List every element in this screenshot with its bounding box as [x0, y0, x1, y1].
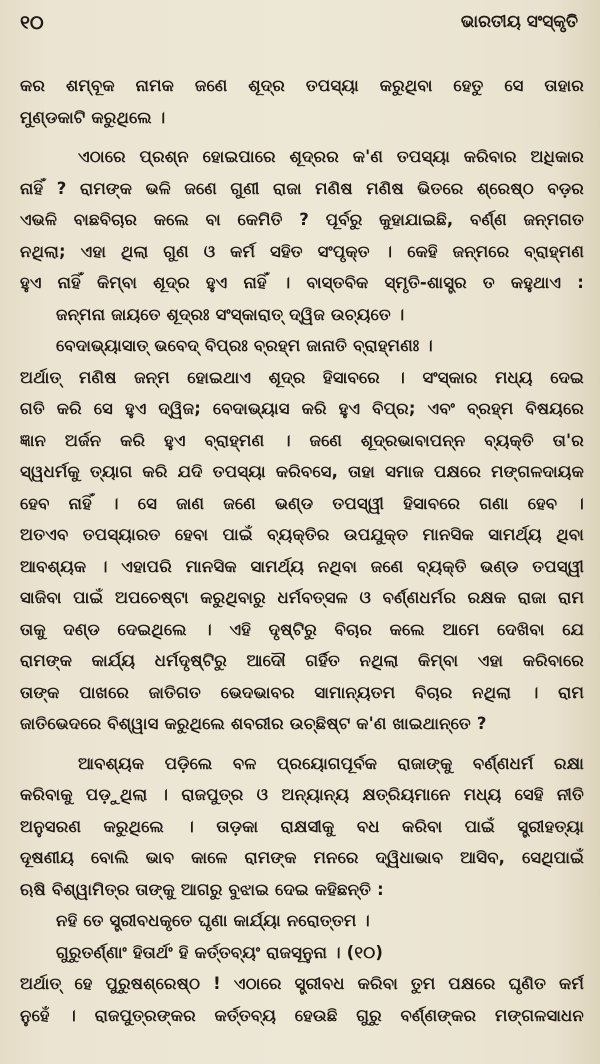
- page-body: [20, 70, 584, 1031]
- running-title: ଭାରତୀୟ ସଂସ୍କୃତି: [460, 12, 578, 32]
- text-line: ସାଜିବା ପାଇଁ ଅପଚେଷ୍ଟା କରୁଥିବାରୁ ଧର୍ମବତ୍ସଳ ଓ ବର୍ଣ୍ଣଧର୍ମର ରକ୍ଷକ ରାଜା ରାମ: [20, 588, 584, 607]
- text-line: ଋଷି ବିଶ୍ୱାମିତ୍ର ତାଙ୍କୁ ଆଗରୁ ବୁଝାଇ ଦେଇ କହିଛନ୍ତି :: [20, 879, 384, 899]
- text-line: ଆବଶ୍ୟକ । ଏହାପରି ମାନସିକ ସାମର୍ଥ୍ୟ ନଥିବା ଜଣେ ବ୍ୟକ୍ତି ଭଣ୍ଡ ତପସ୍ୱୀ: [20, 556, 584, 576]
- text-line: ଜ୍ଞାନ ଅର୍ଜନ କରି ହୁଏ ବ୍ରାହ୍ମଣ । ଜଣେ ଶୂଦ୍ରଭାବାପନ୍ନ ବ୍ୟକ୍ତି ତା'ର: [20, 430, 584, 450]
- text-line: ଅର୍ଥାତ୍ ମଣିଷ ଜନ୍ମ ହୋଇଥାଏ ଶୂଦ୍ର ହିସାବରେ । ସଂସ୍କାର ମଧ୍ୟ ଦେଇ: [20, 367, 584, 387]
- text-line: କରିବାକୁ ପଡ଼ୁଥିଲା । ରାଜପୁତ୍ର ଓ ଅନ୍ୟାନ୍ୟ କ୍ଷତ୍ରିୟମାନେ ମଧ୍ୟ ସେହି ନୀତି: [20, 785, 584, 804]
- text-line: ହେବ ନାହିଁ । ସେ ଜାଣ ଜଣେ ଭଣ୍ଡ ତପସ୍ୱୀ ହିସାବରେ ଗଣା ହେବ ।: [20, 493, 584, 513]
- text-line: ନୁହେଁ । ରାଜପୁତ୍ରଙ୍କର କର୍ତ୍ତବ୍ୟ ହେଉଛି ଗୁରୁ ବର୍ଣ୍ଣଙ୍କର ମଙ୍ଗଳସାଧନ: [20, 1005, 584, 1025]
- page-number: ୧୦: [20, 12, 44, 34]
- verse-line: ନହି ତେ ସ୍ତ୍ରୀବଧକୃତେ ଘୃଣା କାର୍ଯ୍ୟା ନରୋତ୍ତମ ।: [56, 911, 370, 930]
- text-line: ତାକୁ ଦଣ୍ଡ ଦେଇଥିଲେ । ଏହି ଦୃଷ୍ଟିରୁ ବିଚାର କଲେ ଆମେ ଦେଖିବା ଯେ: [20, 619, 584, 639]
- text-line: ସ୍ୱଧର୍ମକୁ ତ୍ୟାଗ କରି ଯଦି ତପସ୍ୟା କରିବସେ, ତାହା ସମାଜ ପକ୍ଷରେ ମଙ୍ଗଳଦାୟକ: [20, 462, 584, 481]
- text-line: ହୁଏ ନାହିଁ କିମ୍ବା ଶୂଦ୍ର ହୁଏ ନାହିଁ । ବାସ୍ତବିକ ସ୍ମୃତି-ଶାସ୍ତ୍ର ତ କହୁଥାଏ :: [20, 273, 584, 292]
- text-line: ଏଭଳି ବାଛବିଚାର କଲେ ବା କେମିତି ? ପୂର୍ବରୁ କୁହାଯାଇଛି, ବର୍ଣ୍ଣ ଜନ୍ମଗତ: [20, 210, 584, 229]
- text-line: ମୁଣ୍ଡକାଟି କରୁଥିଲେ ।: [20, 107, 166, 127]
- paragraph-start-line: ଆବଶ୍ୟକ ପଡ଼ିଲେ ବଳ ପ୍ରୟୋଗପୂର୍ବକ ରାଜାଙ୍କୁ ବର୍ଣ୍ଣଧର୍ମ ରକ୍ଷା: [78, 753, 584, 773]
- text-line: ରାମଙ୍କ କାର୍ଯ୍ୟ ଧର୍ମଦୃଷ୍ଟିରୁ ଆଦୌ ଗର୍ହିତ ନଥିଲା କିମ୍ବା ଏହା କରିବାରେ: [20, 651, 584, 670]
- text-line: ଜାତିଭେଦରେ ବିଶ୍ୱାସ କରୁଥିଲେ ଶବରୀର ଉଚ୍ଛିଷ୍ଟ କ'ଣ ଖାଇଥାନ୍ତେ ?: [20, 714, 487, 733]
- paragraph-start-line: ଏଠାରେ ପ୍ରଶ୍ନ ହୋଇପାରେ ଶୂଦ୍ରର କ'ଣ ତପସ୍ୟା କରିବାର ଅଧିକାର: [78, 147, 584, 166]
- text-line: ତାଙ୍କ ପାଖରେ ଜାତିଗତ ଭେଦଭାବର ସାମାନ୍ୟତମ ବିଚାର ନଥିଲା । ରାମ: [20, 682, 584, 702]
- verse-line: ବେଦାଭ୍ୟାସାତ୍ ଭବେଦ୍ ବିପ୍ରଃ ବ୍ରହ୍ମ ଜାନାତି ବ୍ରାହ୍ମଣଃ ।: [56, 336, 433, 355]
- text-line: ଦୂଷଣୀୟ ବୋଲି ଭାବ କାଳେ ରାମଙ୍କ ମନରେ ଦ୍ୱିଧାଭାବ ଆସିବ, ସେଥିପାଇଁ: [20, 848, 584, 867]
- verse-line: ଗୁରୁତର୍ଣ୍ଣାଂ ହିତାର୍ଥଂ ହି କର୍ତ୍ତବ୍ୟଂ ରାଜସୂନୁନା । (୧୦): [56, 942, 384, 962]
- text-line: କର ଶମ୍ବୂକ ନାମକ ଜଣେ ଶୂଦ୍ର ତପସ୍ୟା କରୁଥିବା ହେତୁ ସେ ତାହାର: [20, 76, 584, 95]
- text-line: ଅନୁସରଣ କରୁଥିଲେ । ତାଡ଼କା ରାକ୍ଷସୀକୁ ବଧ କରିବା ପାଇଁ ସ୍ତ୍ରୀହତ୍ୟା: [20, 816, 584, 836]
- text-line: ଅର୍ଥାତ୍ ହେ ପୁରୁଷଶ୍ରେଷ୍ଠ ! ଏଠାରେ ସ୍ତ୍ରୀବଧ କରିବା ତୁମ ପକ୍ଷରେ ଘୃଣିତ କର୍ମ: [20, 974, 584, 993]
- text-line: ନଥିଲା; ଏହା ଥିଲା ଗୁଣ ଓ କର୍ମ ସହିତ ସଂପୃକ୍ତ । କେହି ଜନ୍ମରେ ବ୍ରାହ୍ମଣ: [20, 241, 584, 261]
- verse-line: ଜନ୍ମନା ଜାୟତେ ଶୂଦ୍ରଃ ସଂସ୍କାରାତ୍ ଦ୍ୱିଜ ଉଚ୍ୟତେ ।: [56, 304, 405, 324]
- text-line: ଅତଏବ ତପସ୍ୟାରତ ହେବା ପାଇଁ ବ୍ୟକ୍ତିର ଉପଯୁକ୍ତ ମାନସିକ ସାମର୍ଥ୍ୟ ଥିବା: [20, 525, 584, 544]
- text-line: ଗତି କରି ସେ ହୁଏ ଦ୍ୱିଜ; ବେଦାଭ୍ୟାସ କରି ହୁଏ ବିପ୍ର; ଏବଂ ବ୍ରହ୍ମ ବିଷୟରେ: [20, 399, 584, 418]
- text-line: ନାହିଁ ? ରାମଙ୍କ ଭଳି ଜଣେ ଗୁଣୀ ରାଜା ମଣିଷ ମଣିଷ ଭିତରେ ଶ୍ରେଷ୍ଠ ବଡ଼ର: [20, 178, 584, 198]
